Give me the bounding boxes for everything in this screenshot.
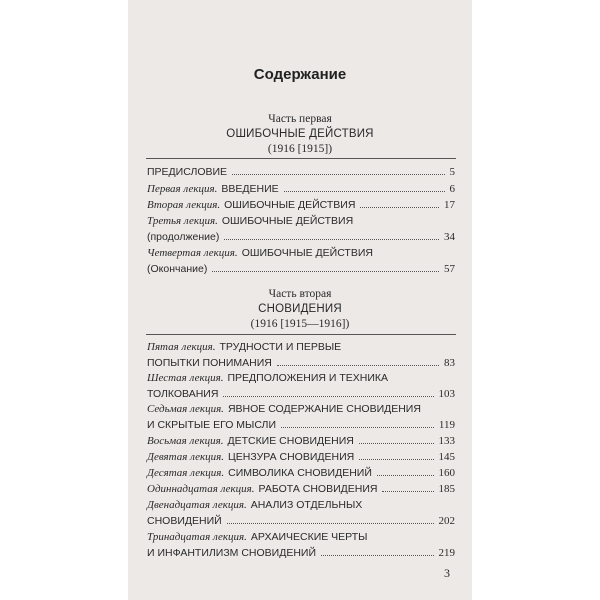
part-two-header — [128, 287, 472, 332]
dot-leader — [321, 555, 433, 556]
dot-leader — [377, 475, 434, 476]
toc-entry — [147, 450, 455, 466]
part-years: (1916 [1915—1916]) — [250, 318, 350, 330]
dot-leader — [232, 174, 444, 175]
entry-title-continued: ТОЛКОВАНИЯ — [147, 387, 219, 400]
entry-lecture: Первая лекция. — [147, 183, 218, 195]
dot-leader — [360, 207, 439, 208]
toc-entry — [147, 198, 455, 214]
entry-page: 57 — [444, 262, 455, 275]
entry-page: 17 — [444, 199, 455, 211]
entry-title: ОШИБОЧНЫЕ ДЕЙСТВИЯ — [224, 199, 356, 211]
toc-entry — [147, 246, 455, 277]
entry-lecture: Седьмая лекция. — [147, 403, 224, 415]
entry-page: 6 — [449, 183, 455, 195]
dot-leader — [212, 271, 439, 272]
entry-lecture: Восьмая лекция. — [147, 435, 224, 447]
entry-page: 119 — [438, 418, 455, 431]
page-title: Содержание — [253, 66, 347, 83]
entry-page: 185 — [438, 483, 455, 495]
entry-lecture: Шестая лекция. — [147, 372, 224, 384]
toc-entry — [147, 182, 455, 198]
entry-page: 5 — [449, 166, 455, 178]
dot-leader — [224, 239, 439, 240]
dot-leader — [277, 365, 439, 366]
entry-title: ПРЕДИСЛОВИЕ — [147, 166, 228, 178]
part-name: ОШИБОЧНЫЕ ДЕЙСТВИЯ — [226, 128, 374, 140]
entry-title: ЯВНОЕ СОДЕРЖАНИЕ СНОВИДЕНИЯ — [227, 403, 421, 415]
toc-entry — [147, 530, 455, 561]
toc-entry — [147, 434, 455, 450]
entry-title-continued: (продолжение) — [147, 230, 220, 243]
part-label: Часть вторая — [268, 288, 332, 300]
entry-title: ДЕТСКИЕ СНОВИДЕНИЯ — [227, 435, 354, 447]
entry-title: ОШИБОЧНЫЕ ДЕЙСТВИЯ — [241, 247, 373, 259]
entry-title: ТРУДНОСТИ И ПЕРВЫЕ — [219, 341, 342, 353]
book-page — [128, 0, 472, 600]
dot-leader — [359, 443, 434, 444]
entry-page: 34 — [444, 230, 455, 243]
entry-title-continued: ПОПЫТКИ ПОНИМАНИЯ — [147, 356, 272, 369]
dot-leader — [284, 191, 445, 192]
part-one-header — [128, 112, 472, 157]
entry-page: 133 — [438, 435, 455, 447]
entry-lecture: Третья лекция. — [147, 215, 218, 227]
entry-lecture: Девятая лекция. — [147, 451, 225, 463]
entry-title-continued: И СКРЫТЫЕ ЕГО МЫСЛИ — [147, 418, 276, 431]
part-label: Часть первая — [268, 113, 332, 125]
section-divider — [146, 334, 456, 335]
entry-title-continued: СНОВИДЕНИЙ — [147, 514, 222, 527]
entry-page: 145 — [438, 451, 455, 463]
part-years: (1916 [1915]) — [267, 143, 333, 155]
entry-title: СИМВОЛИКА СНОВИДЕНИЙ — [228, 467, 372, 479]
entry-title: ВВЕДЕНИЕ — [221, 183, 279, 195]
entry-lecture: Четвертая лекция. — [147, 247, 238, 259]
toc-entry — [147, 371, 455, 402]
toc-entry — [147, 165, 455, 181]
entry-lecture: Одиннадцатая лекция. — [147, 483, 255, 495]
toc-entry — [147, 214, 455, 245]
toc-entry — [147, 340, 455, 371]
entry-lecture: Вторая лекция. — [147, 199, 221, 211]
toc-entry — [147, 498, 455, 529]
entry-title: АРХАИЧЕСКИЕ ЧЕРТЫ — [250, 531, 368, 543]
entry-lecture: Десятая лекция. — [147, 467, 225, 479]
entry-title-continued: (Окончание) — [147, 262, 208, 275]
dot-leader — [382, 491, 433, 492]
entry-page: 219 — [438, 546, 455, 559]
toc-entry — [147, 402, 455, 433]
entry-title: РАБОТА СНОВИДЕНИЯ — [258, 483, 378, 495]
entry-lecture: Двенадцатая лекция. — [147, 499, 247, 511]
entry-page: 103 — [438, 387, 455, 400]
entry-title-continued: И ИНФАНТИЛИЗМ СНОВИДЕНИЙ — [147, 546, 317, 559]
part-name: СНОВИДЕНИЯ — [258, 303, 342, 315]
entry-title: ОШИБОЧНЫЕ ДЕЙСТВИЯ — [221, 215, 354, 227]
dot-leader — [281, 427, 434, 428]
entry-lecture: Пятая лекция. — [147, 341, 216, 353]
entry-page: 202 — [438, 514, 455, 527]
toc-entry — [147, 482, 455, 498]
dot-leader — [223, 396, 433, 397]
toc-entry — [147, 466, 455, 482]
section-divider — [146, 158, 456, 159]
entry-page: 83 — [444, 356, 455, 369]
entry-title: ПРЕДПОЛОЖЕНИЯ И ТЕХНИКА — [227, 372, 389, 384]
dot-leader — [359, 459, 433, 460]
entry-title: АНАЛИЗ ОТДЕЛЬНЫХ — [250, 499, 363, 511]
page-number: 3 — [444, 566, 450, 580]
entry-page: 160 — [438, 467, 455, 479]
dot-leader — [227, 523, 434, 524]
entry-title: ЦЕНЗУРА СНОВИДЕНИЯ — [228, 451, 355, 463]
entry-lecture: Тринадцатая лекция. — [147, 531, 247, 543]
